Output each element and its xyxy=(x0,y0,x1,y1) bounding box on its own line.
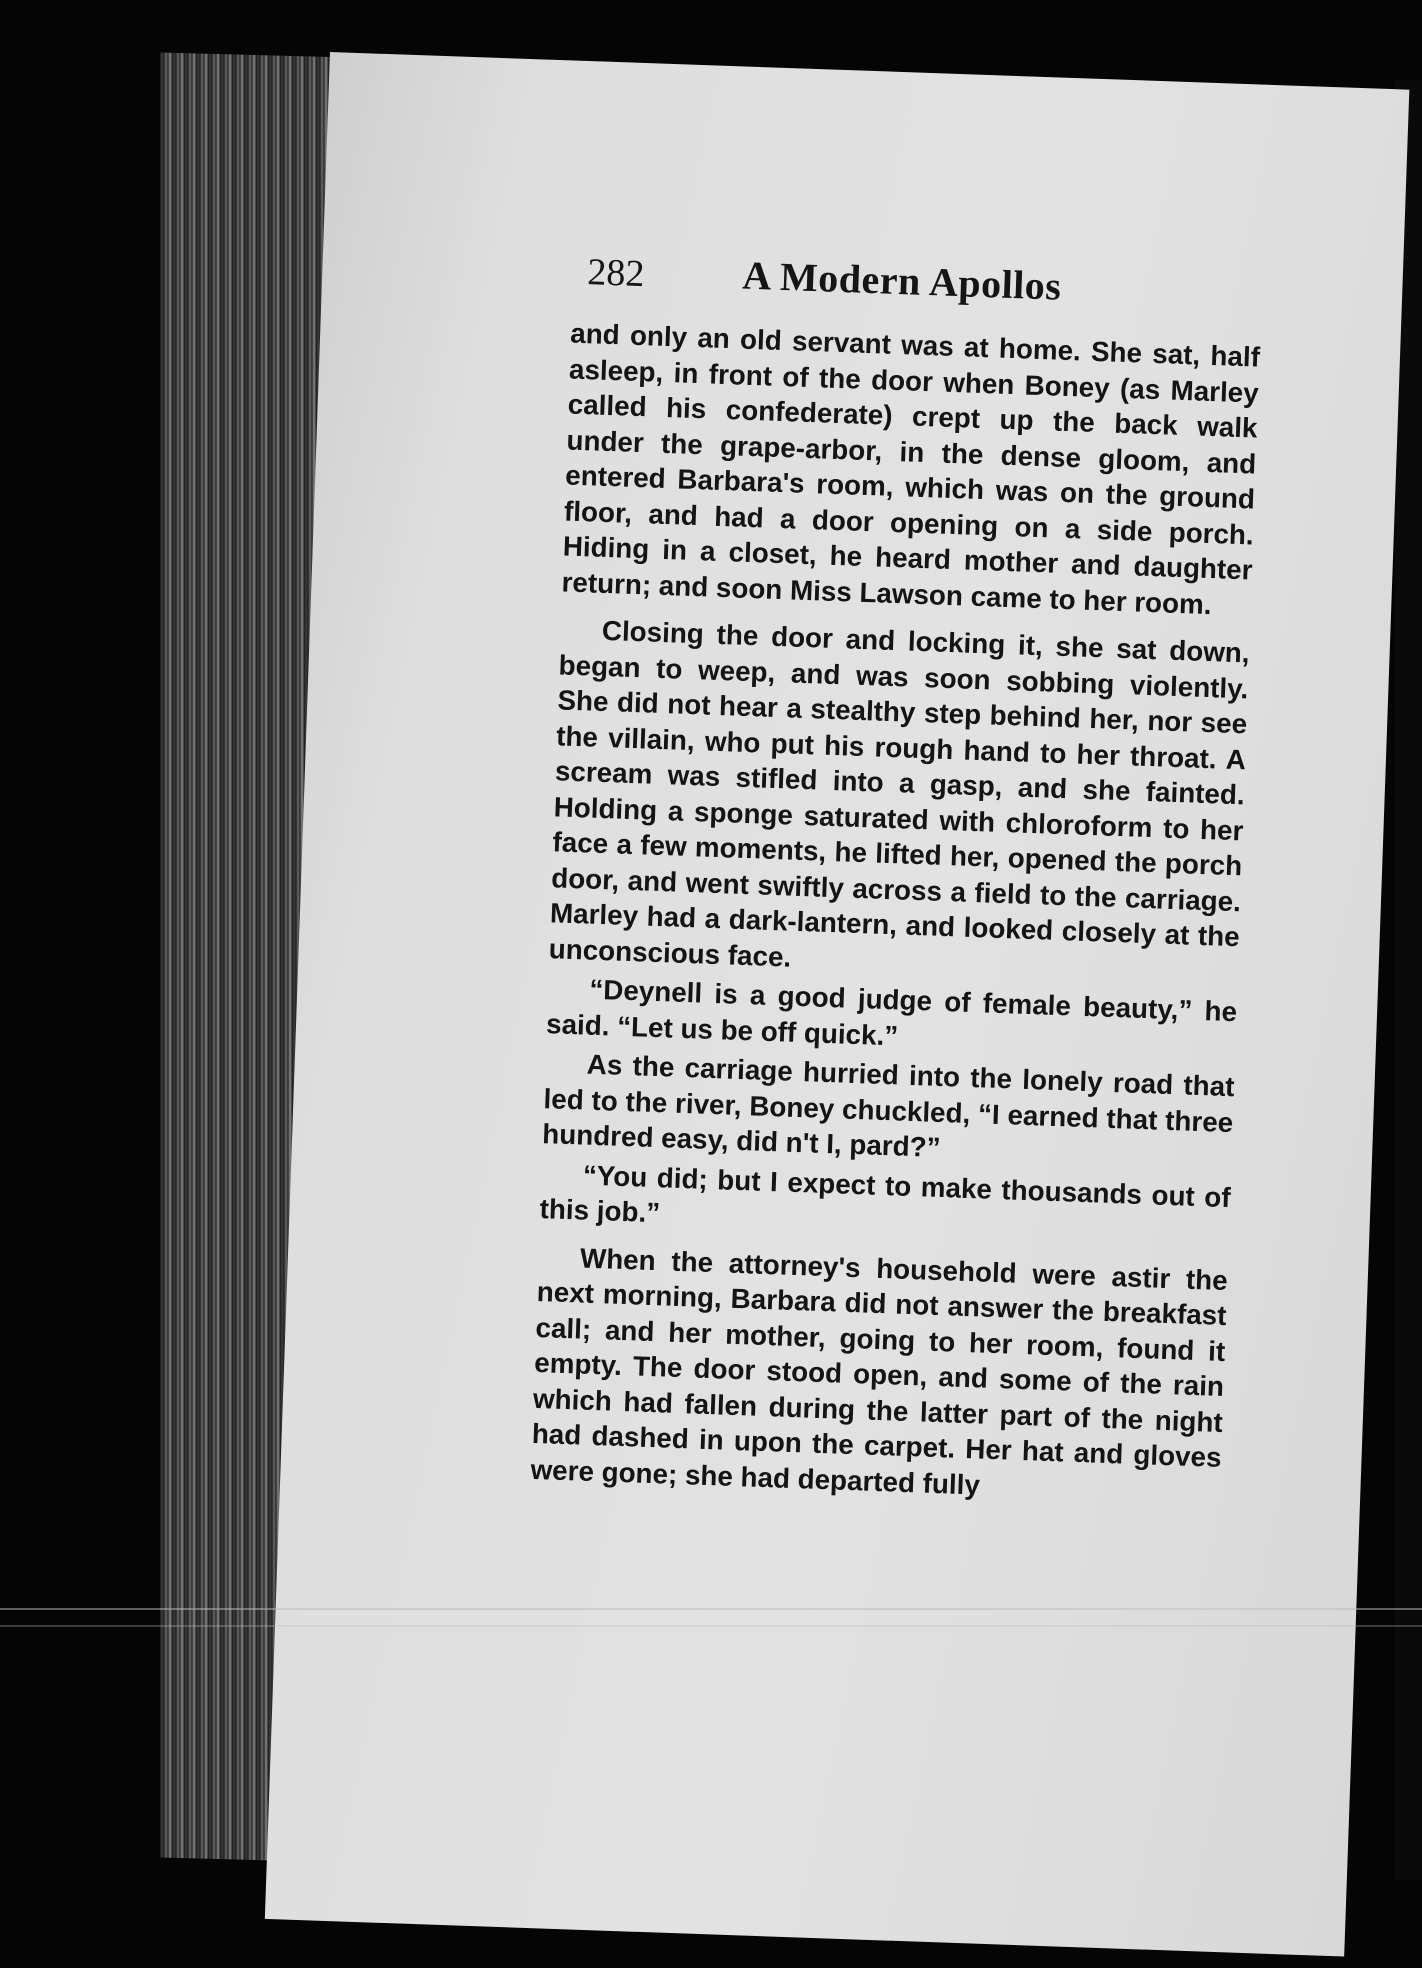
paragraph: “Deynell is a good judge of female beauty,” he said. “Let us be off quick.” xyxy=(545,973,1238,1051)
scan-artifact-line xyxy=(0,1608,1422,1610)
body-text xyxy=(530,316,1260,1511)
running-title: A Modern Apollos xyxy=(741,252,1063,309)
paragraph: Closing the door and locking it, she sat down, began to weep, and was soon sobbing violently. She did not hear a stealthy step behind her, nor see the villain, who put his rough hand to her throat. A scream was stifled into a gasp, and she fainted. Holding a sponge saturated with chloroform to her face a few moments, he lifted her, opened the porch door, and went swiftly across a field to the carriage. Marley had a dark-lantern, and looked closely at the unconscious face. xyxy=(548,614,1251,973)
paragraph: As the carriage hurried into the lonely road that led to the river, Boney chuckled, “I earned that three hundred easy, did n't I, pard?” xyxy=(541,1048,1235,1163)
page-number: 282 xyxy=(586,251,646,296)
book-page xyxy=(265,52,1410,1957)
page-header xyxy=(586,246,1208,328)
paragraph: “You did; but I expect to make thousands out of this job.” xyxy=(539,1159,1232,1229)
scan-artifact-line xyxy=(0,1625,1422,1627)
paragraph-continued: and only an old servant was at home. She sat, half asleep, in front of the door when Boney (as Marley called his confederate) crept up the back walk under the grape-arbor, in the dense gloom, and entered Barbara's room, which was on the ground floor, and had a door opening on a side porch. Hiding in a closet, he heard mother and daughter return; and soon Miss Lawson came to her room. xyxy=(561,317,1261,620)
paragraph: When the attorney's household were astir the next morning, Barbara did not answer the breakfast call; and her mother, going to her room, found it empty. The door stood open, and some of the rain which had fallen during the latter part of the night had dashed in upon the carpet. Her hat and gloves were gone; she had departed fully xyxy=(530,1241,1229,1501)
